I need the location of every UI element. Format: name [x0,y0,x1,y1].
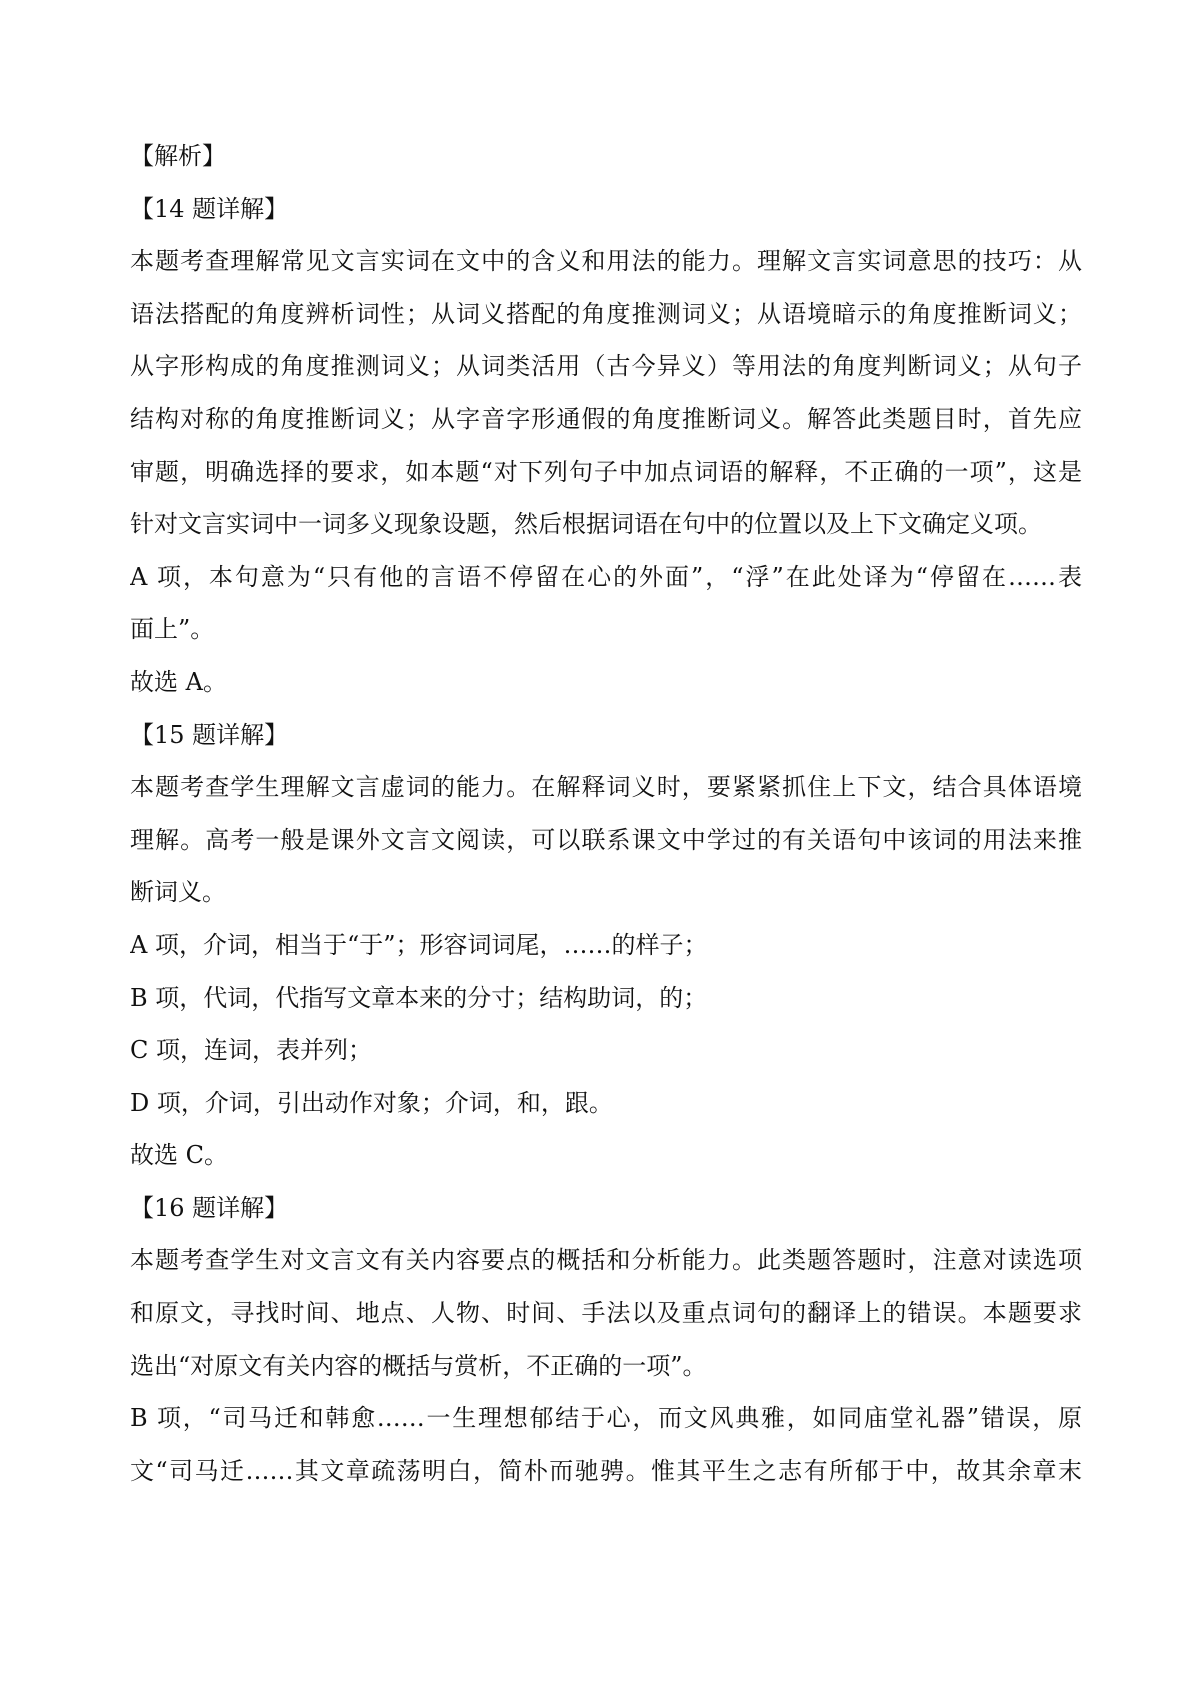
option-line: C 项，连词，表并列； [130,1036,372,1065]
paragraph-line: 断词义。 [130,878,226,907]
paragraph-line: 本题考查学生理解文言虚词的能力。在解释词义时，要紧紧抓住上下文，结合具体语境 [130,773,1082,802]
paragraph-line: 本题考查理解常见文言实词在文中的含义和用法的能力。理解文言实词意思的技巧：从 [130,247,1082,276]
option-line: D 项，介词，引出动作对象；介词，和，跟。 [130,1088,613,1117]
paragraph-line: 语法搭配的角度辨析词性；从词义搭配的角度推测词义；从语境暗示的角度推断词义； [130,299,1082,328]
paragraph-line: 文“司马迁……其文章疏荡明白，简朴而驰骋。惟其平生之志有所郁于中，故其余章末 [130,1456,1082,1485]
answer-line: 故选 C。 [130,1141,228,1170]
paragraph-line: 本题考查学生对文言文有关内容要点的概括和分析能力。此类题答题时，注意对读选项 [130,1246,1082,1275]
question-15-heading: 【15 题详解】 [130,720,289,749]
paragraph-line: 理解。高考一般是课外文言文阅读，可以联系课文中学过的有关语句中该词的用法来推 [130,825,1082,854]
paragraph-line: B 项，“司马迁和韩愈……一生理想郁结于心，而文风典雅，如同庙堂礼器”错误，原 [130,1404,1082,1433]
paragraph-line: 和原文，寻找时间、地点、人物、时间、手法以及重点词句的翻译上的错误。本题要求 [130,1299,1082,1328]
option-line: B 项，代词，代指写文章本来的分寸；结构助词，的； [130,983,708,1012]
paragraph-line: 从字形构成的角度推测词义；从词类活用（古今异义）等用法的角度判断词义；从句子 [130,352,1082,381]
document-page [130,130,1082,1497]
question-16-heading: 【16 题详解】 [130,1193,289,1222]
paragraph-line: 结构对称的角度推断词义；从字音字形通假的角度推断词义。解答此类题目时，首先应 [130,404,1082,433]
paragraph-line: 审题，明确选择的要求，如本题“对下列句子中加点词语的解释，不正确的一项”，这是 [130,457,1082,486]
paragraph-line: 选出“对原文有关内容的概括与赏析，不正确的一项”。 [130,1351,707,1380]
paragraph-line: 针对文言实词中一词多义现象设题，然后根据词语在句中的位置以及上下文确定义项。 [130,510,1042,539]
section-heading-analysis: 【解析】 [130,142,226,170]
question-14-heading: 【14 题详解】 [130,194,289,223]
paragraph-line: A 项，本句意为“只有他的言语不停留在心的外面”，“浮”在此处译为“停留在……表 [130,562,1082,591]
paragraph-line: 面上”。 [130,615,215,644]
option-line: A 项，介词，相当于“于”；形容词词尾，……的样子； [130,930,708,959]
answer-line: 故选 A。 [130,667,227,696]
